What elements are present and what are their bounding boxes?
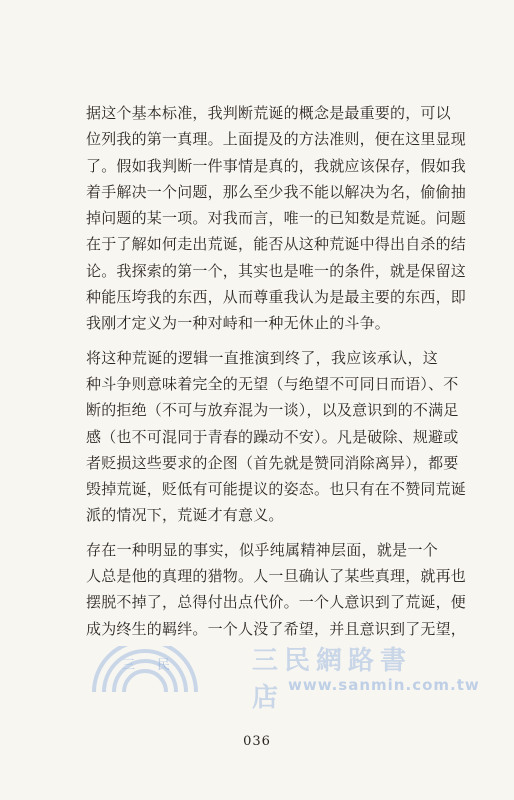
text-line: 论。我探索的第一个，其实也是唯一的条件，就是保留这 [86, 261, 467, 280]
text-line: 人总是他的真理的猎物。人一旦确认了某些真理，就再也 [86, 567, 467, 586]
watermark-chars: 三民 [122, 658, 193, 673]
text-line: 种斗争则意味着完全的无望（与绝望不可同日而语）、不 [86, 374, 459, 393]
text-line: 成为终生的羁绊。一个人没了希望，并且意识到了无望， [86, 619, 467, 638]
text-line: 存在一种明显的事实，似乎纯属精神层面，就是一个 [86, 540, 438, 559]
watermark-logo-icon [90, 646, 200, 694]
text-line: 在于了解如何走出荒诞，能否从这种荒诞中得出自杀的结 [86, 235, 467, 254]
text-line: 位列我的第一真理。上面提及的方法准则，便在这里显现 [86, 130, 467, 149]
text-line: 将这种荒诞的逻辑一直推演到终了，我应该承认，这 [86, 348, 438, 367]
text-line: 派的情况下，荒诞才有意义。 [86, 506, 284, 525]
paragraph [86, 100, 467, 337]
paragraph [86, 345, 467, 529]
text-line: 种能压垮我的东西，从而尊重我认为是最主要的东西，即 [86, 288, 467, 307]
watermark-url: www.sanmin.com.tw [288, 676, 480, 694]
text-line: 我刚才定义为一种对峙和一种无休止的斗争。 [86, 314, 391, 333]
page-number: 036 [243, 734, 271, 749]
text-line: 据这个基本标准，我判断荒诞的概念是最重要的，可以 [86, 104, 451, 122]
text-line: 摆脱不掉了，总得付出点代价。一个人意识到了荒诞，便 [86, 593, 467, 612]
text-line: 毁掉荒诞，贬低有可能提议的姿态。也只有在不赞同荒诞 [86, 480, 467, 499]
text-line: 掉问题的某一项。对我而言，唯一的已知数是荒诞。问题 [86, 209, 467, 228]
text-line: 者贬损这些要求的企图（首先就是赞同消除离异），都要 [86, 453, 459, 472]
watermark-title: 三民網路書店 [252, 646, 413, 713]
text-line: 断的拒绝（不可与放弃混为一谈），以及意识到的不满足 [86, 401, 459, 420]
paragraph [86, 537, 467, 642]
body-text [86, 100, 467, 650]
text-line: 着手解决一个问题，那么至少我不能以解决为名，偷偷抽 [86, 182, 467, 201]
text-line: 了。假如我判断一件事情是真的，我就应该保存，假如我 [86, 156, 467, 175]
text-line: 感（也不可混同于青春的躁动不安）。凡是破除、规避或 [86, 427, 459, 446]
